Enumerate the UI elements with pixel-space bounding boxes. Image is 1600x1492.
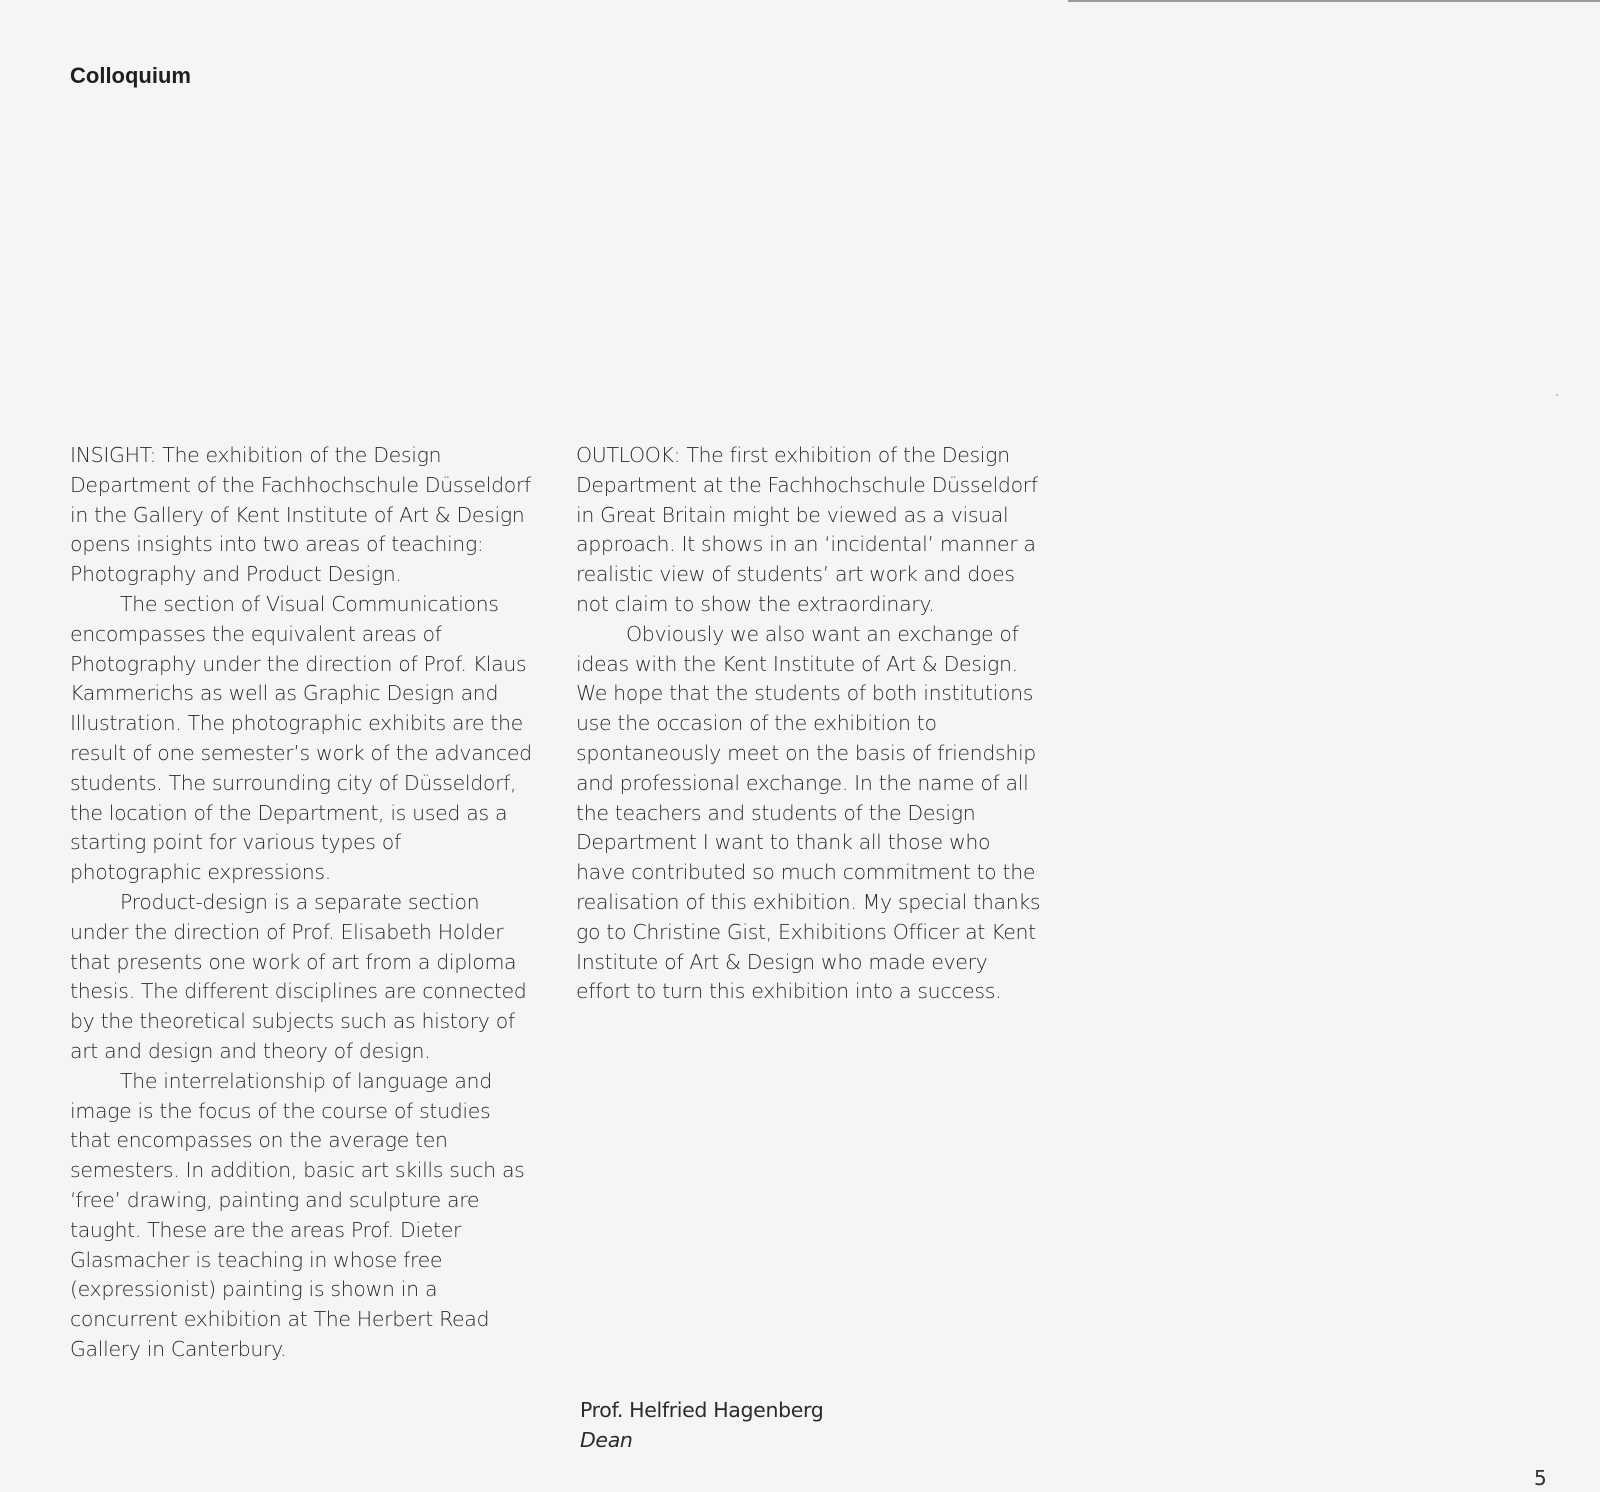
signature-name: Prof. Helfried Hagenberg: [580, 1398, 824, 1422]
signature-block: [580, 1395, 823, 1455]
paragraph-insight: INSIGHT: The exhibition of the Design Department of the Fachhochschule Düsseldorf in the Gallery of Kent Institute of Art & Design opens insights into two areas of teaching: Photography and Product Design.: [70, 443, 531, 587]
right-column: [576, 441, 1041, 1007]
paper-speck: [1556, 394, 1558, 396]
paragraph-outlook: OUTLOOK: The first exhibition of the Design Department at the Fachhochschule Düsseldorf in Great Britain might be viewed as a visual approach. It shows in an ‘incidental’ manner a realistic view of students’ art work and does not claim to show the extraordinary.: [576, 443, 1038, 616]
paragraph-exchange: Obviously we also want an exchange of ideas with the Kent Institute of Art & Design. We hope that the students of both institutions use the occasion of the exhibition to spontaneously meet on the basis of friendship and professional exchange. In the name of all the teachers and students of the Design Department I want to thank all those who have contributed so much commitment to the realisation of this exhibition. My special thanks go to Christine Gist, Exhibitions Officer at Kent Institute of Art & Design who made every effort to turn this exhibition into a success.: [576, 621, 1041, 1004]
page-number: 5: [1534, 1466, 1547, 1490]
paragraph-language-and-image: The interrelationship of language and image is the focus of the course of studies that encompasses on the average ten semesters. In addition, basic art skills such as ‘free’ drawing, painting and sculpture are taught. These are the areas Prof. Dieter Glasmacher is teaching in whose free (expressionist) painting is shown in a concurrent exhibition at The Herbert Read Gallery in Canterbury.: [70, 1068, 525, 1361]
top-rule: [1068, 0, 1600, 2]
signature-role: Dean: [580, 1428, 633, 1452]
paragraph-visual-communications: The section of Visual Communications encompasses the equivalent areas of Photography under the direction of Prof. Klaus Kammerichs as well as Graphic Design and Illustration. The photographic exhibits are the result of one semester’s work of the advanced students. The surrounding city of Düsseldorf, the location of the Department, is used as a starting point for various types of photographic expressions.: [70, 591, 532, 885]
section-heading: Colloquium: [70, 63, 191, 88]
left-column: [70, 441, 535, 1365]
paragraph-product-design: Product-design is a separate section under the direction of Prof. Elisabeth Holder that presents one work of art from a diploma thesis. The different disciplines are connected by the theoretical subjects such as history of art and design and theory of design.: [70, 889, 527, 1063]
